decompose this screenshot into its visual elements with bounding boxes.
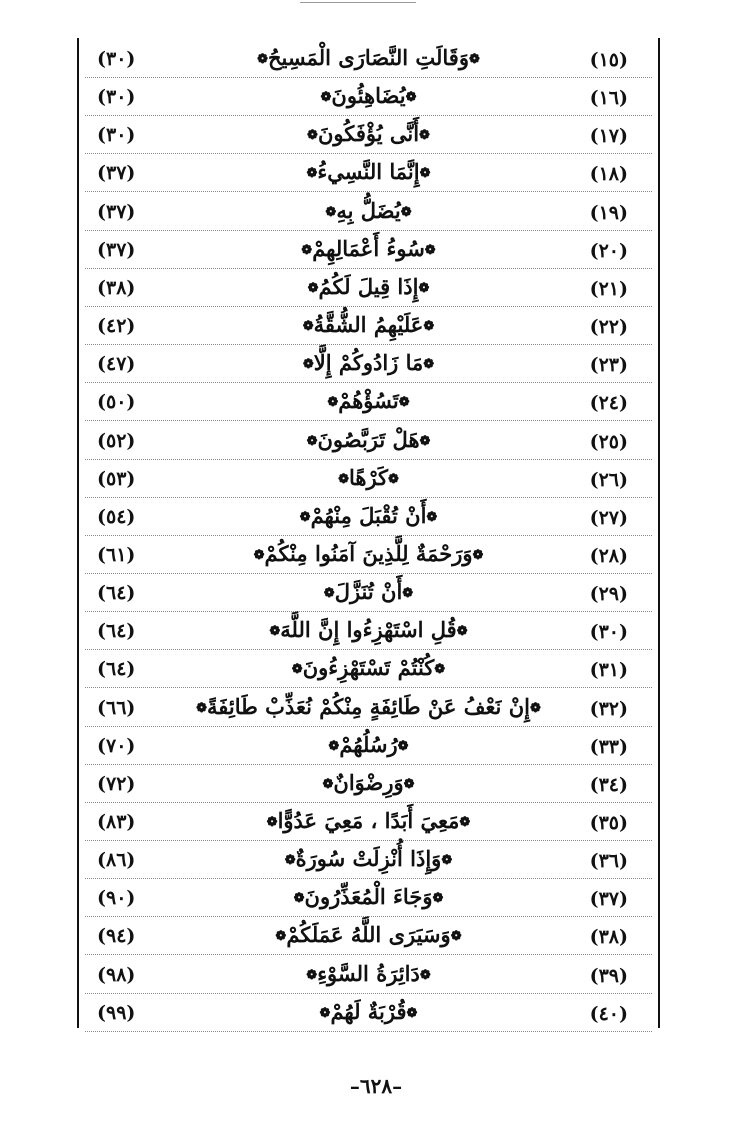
page-reference: (٩٨) — [97, 963, 136, 986]
ornament-close-icon: ❁ — [307, 280, 319, 296]
verse-text: وَرَحْمَةٌ لِلَّذِينَ آمَنُوا مِنْكُمْ — [264, 540, 473, 566]
verse-text: وَقَالَتِ النَّصَارَى الْمَسِيحُ — [268, 45, 469, 70]
ornament-open-icon: ❁ — [468, 52, 480, 67]
ornament-close-icon: ❁ — [307, 128, 318, 144]
verse-text: قُرْبَةٌ لَهُمْ — [330, 998, 407, 1024]
page-reference: (٣٧) — [97, 162, 136, 185]
page-reference: (٧٠) — [97, 734, 136, 757]
entry-number: (٣٩) — [589, 964, 628, 987]
entry-number: (٢٤) — [589, 392, 628, 415]
verse-cell — [169, 235, 568, 267]
ornament-open-icon: ❁ — [403, 776, 415, 792]
page-reference: (٣٧) — [97, 238, 136, 261]
entry-number: (٣٨) — [589, 926, 628, 949]
page-reference: (٣٠) — [97, 124, 136, 147]
verse-cell — [169, 616, 568, 648]
ornament-close-icon: ❁ — [306, 433, 318, 449]
verse-cell — [169, 120, 568, 152]
verse-cell — [169, 769, 568, 801]
page-reference: (٦٤) — [97, 658, 136, 681]
verse-cell — [169, 82, 568, 114]
verse-cell — [169, 44, 568, 76]
verse-text: إِنَّمَا النَّسِيءُ — [317, 159, 420, 185]
entry-number: (٤٠) — [589, 1002, 628, 1025]
page-reference: (٣٧) — [97, 200, 136, 223]
verse-text: وَسَيَرَى اللَّهُ عَمَلَكُمْ — [286, 922, 451, 948]
verse-text: إِنْ نَعْفُ عَنْ طَائِفَةٍ مِنْكُمْ نُعَذِّبْ طَائِفَةً — [207, 693, 530, 719]
ornament-open-icon: ❁ — [400, 204, 412, 220]
page-reference: (٣٨) — [97, 276, 136, 299]
verse-text: كَرْهًا — [348, 464, 389, 490]
ornament-close-icon: ❁ — [301, 242, 313, 258]
entry-number: (٣٢) — [589, 697, 628, 720]
verse-cell — [169, 349, 568, 381]
page-reference: (٣٠) — [97, 48, 136, 70]
verse-text: دَائِرَةُ السَّوْءِ — [317, 960, 420, 986]
entry-number: (٢٨) — [589, 544, 628, 567]
entry-number: (٣٠) — [589, 621, 628, 644]
verse-text: وَإِذَا أُنْزِلَتْ سُورَةٌ — [295, 846, 442, 872]
entry-number: (٢٩) — [589, 583, 628, 606]
verse-cell — [169, 502, 568, 534]
table-row — [79, 917, 658, 955]
ornament-close-icon: ❁ — [253, 547, 265, 563]
table-row — [79, 727, 658, 765]
verse-cell — [169, 807, 568, 839]
table-row — [79, 650, 658, 688]
verse-text: عَلَيْهِمُ الشُّقَّةُ — [313, 312, 424, 338]
entry-number: (٢٧) — [589, 506, 628, 529]
ornament-open-icon: ❁ — [424, 242, 436, 258]
table-row — [79, 116, 658, 154]
entry-number: (٣٦) — [589, 850, 628, 873]
entry-number: (١٨) — [589, 163, 628, 186]
ornament-close-icon: ❁ — [338, 471, 349, 487]
table-row — [79, 803, 658, 841]
ornament-open-icon: ❁ — [423, 319, 435, 335]
verse-text: إِذَا قِيلَ لَكُمُ — [318, 273, 419, 299]
verse-cell — [169, 883, 568, 915]
verse-cell — [169, 273, 568, 305]
verse-text: مَعِيَ أَبَدًا ، مَعِيَ عَدُوًّا — [277, 808, 460, 833]
page-reference: (٥٣) — [97, 467, 136, 490]
table-row — [79, 40, 658, 78]
page-number: –٦٢٨– — [349, 1074, 403, 1098]
entry-number: (١٦) — [589, 87, 628, 110]
verse-cell — [169, 921, 568, 953]
table-row — [79, 345, 658, 383]
entry-number: (١٩) — [589, 201, 628, 224]
table-row — [79, 498, 658, 536]
ornament-close-icon: ❁ — [293, 891, 305, 907]
entry-number: (٣٣) — [589, 735, 628, 758]
ornament-close-icon: ❁ — [269, 624, 281, 640]
page-reference: (٦٦) — [97, 696, 136, 719]
table-row — [79, 307, 658, 345]
ornament-close-icon: ❁ — [299, 509, 311, 525]
verse-text: قُلِ اسْتَهْزِءُوا إِنَّ اللَّهَ — [280, 617, 457, 643]
entry-number: (٣٧) — [589, 888, 628, 911]
entry-number: (٢١) — [589, 277, 628, 300]
page-reference: (٦٤) — [97, 582, 136, 605]
ornament-close-icon: ❁ — [291, 662, 303, 678]
ornament-open-icon: ❁ — [459, 815, 471, 830]
entry-number: (٣١) — [589, 659, 628, 682]
entry-number: (١٧) — [589, 125, 628, 148]
ornament-open-icon: ❁ — [472, 547, 484, 563]
ornament-open-icon: ❁ — [419, 166, 431, 182]
ornament-open-icon: ❁ — [432, 891, 444, 907]
table-row — [79, 689, 658, 727]
table-row — [79, 154, 658, 192]
verse-text: سُوءُ أَعْمَالِهِمْ — [312, 235, 425, 261]
page-reference: (٤٧) — [97, 353, 136, 376]
entry-number: (٢٢) — [589, 316, 628, 339]
ornament-close-icon: ❁ — [302, 319, 314, 335]
entry-number: (٢٥) — [589, 430, 628, 453]
table-row — [79, 536, 658, 574]
ornament-open-icon: ❁ — [397, 738, 409, 754]
ornament-open-icon: ❁ — [419, 128, 430, 144]
verse-cell — [169, 158, 568, 190]
ornament-close-icon: ❁ — [322, 776, 334, 792]
page-reference: (٨٦) — [97, 849, 136, 872]
table-row — [79, 269, 658, 307]
page-reference: (٥٤) — [97, 505, 136, 528]
verse-text: وَرِضْوَانٌ — [333, 769, 404, 795]
ornament-open-icon: ❁ — [441, 853, 453, 869]
verse-cell — [169, 960, 568, 992]
ornament-close-icon: ❁ — [323, 586, 335, 602]
verse-text: أَنْ تُقْبَلَ مِنْهُمْ — [310, 502, 427, 528]
page-reference: (٩٩) — [97, 1001, 136, 1024]
ornament-open-icon: ❁ — [529, 700, 541, 716]
table-row — [79, 78, 658, 116]
page-reference: (٣٠) — [97, 86, 136, 109]
page-reference: (٧٢) — [97, 772, 136, 795]
verse-cell — [169, 654, 568, 686]
table-row — [79, 956, 658, 994]
row-separator — [85, 1031, 652, 1032]
entry-number: (٢٣) — [589, 354, 628, 377]
page-reference: (٦١) — [97, 543, 136, 566]
verse-text: تَسُؤْهُمْ — [338, 388, 399, 414]
entry-number: (٢٠) — [589, 239, 628, 262]
ornament-close-icon: ❁ — [275, 929, 287, 945]
table-row — [79, 460, 658, 498]
entry-number: (٢٦) — [589, 468, 628, 491]
verse-cell — [169, 693, 568, 725]
ornament-open-icon: ❁ — [419, 967, 431, 983]
ornament-open-icon: ❁ — [426, 509, 438, 525]
verse-cell — [169, 578, 568, 610]
verse-text: هَلْ تَرَبَّصُونَ — [317, 426, 420, 452]
page-reference: (٥٢) — [97, 429, 136, 452]
ornament-open-icon: ❁ — [406, 1005, 418, 1021]
top-rule — [300, 2, 416, 3]
table-row — [79, 422, 658, 460]
ornament-close-icon: ❁ — [302, 357, 314, 373]
entry-number: (٣٤) — [589, 773, 628, 796]
ornament-open-icon: ❁ — [398, 395, 410, 411]
ornament-close-icon: ❁ — [319, 1005, 331, 1021]
ornament-close-icon: ❁ — [196, 700, 208, 716]
verse-text: وَجَاءَ الْمُعَذِّرُونَ — [304, 884, 433, 910]
verse-text: رُسُلُهُمْ — [339, 731, 398, 757]
page-reference: (٨٣) — [97, 811, 136, 833]
table-row — [79, 994, 658, 1032]
ornament-open-icon: ❁ — [419, 433, 431, 449]
verse-cell — [169, 311, 568, 343]
ornament-close-icon: ❁ — [266, 815, 278, 830]
table-row — [79, 193, 658, 231]
table-row — [79, 383, 658, 421]
verse-text: كُنْتُمْ تَسْتَهْزِءُونَ — [302, 655, 435, 681]
ornament-close-icon: ❁ — [306, 166, 318, 182]
verse-text: يُضَلُّ بِهِ — [336, 197, 401, 223]
ornament-open-icon: ❁ — [450, 929, 462, 945]
verse-text: مَا زَادُوكُمْ إِلَّا — [313, 350, 424, 376]
verse-cell — [169, 387, 568, 419]
verse-text: أَنَّى يُؤْفَكُونَ — [317, 121, 420, 147]
ornament-close-icon: ❁ — [320, 90, 332, 106]
verse-cell — [169, 197, 568, 229]
verse-cell — [169, 731, 568, 763]
ornament-open-icon: ❁ — [418, 280, 430, 296]
table-row — [79, 574, 658, 612]
table-row — [79, 765, 658, 803]
page-reference: (٦٤) — [97, 620, 136, 643]
page-reference: (٤٢) — [97, 315, 136, 338]
ornament-close-icon: ❁ — [284, 853, 296, 869]
verse-cell — [169, 845, 568, 877]
ornament-open-icon: ❁ — [434, 662, 446, 678]
ornament-close-icon: ❁ — [257, 52, 268, 67]
page-reference: (٥٠) — [97, 391, 136, 414]
page-reference: (٩٠) — [97, 887, 136, 910]
page-reference: (٩٤) — [97, 925, 136, 948]
ornament-close-icon: ❁ — [328, 738, 340, 754]
table-row — [79, 231, 658, 269]
verse-cell — [169, 464, 568, 496]
table-row — [79, 841, 658, 879]
verse-cell — [169, 540, 568, 572]
ornament-open-icon: ❁ — [423, 357, 435, 373]
verse-cell — [169, 426, 568, 458]
table-row — [79, 879, 658, 917]
ornament-close-icon: ❁ — [325, 204, 337, 220]
verse-text: يُضَاهِئُونَ — [331, 83, 406, 109]
ornament-close-icon: ❁ — [327, 395, 339, 411]
entry-number: (١٥) — [589, 49, 628, 71]
verse-text: أَنْ تُنَزَّلَ — [334, 579, 403, 605]
entry-number: (٣٥) — [589, 812, 628, 834]
verse-cell — [169, 998, 568, 1030]
table-row — [79, 612, 658, 650]
ornament-open-icon: ❁ — [402, 586, 414, 602]
ornament-close-icon: ❁ — [306, 967, 318, 983]
ornament-open-icon: ❁ — [388, 471, 399, 487]
ornament-open-icon: ❁ — [456, 624, 468, 640]
ornament-open-icon: ❁ — [405, 90, 417, 106]
